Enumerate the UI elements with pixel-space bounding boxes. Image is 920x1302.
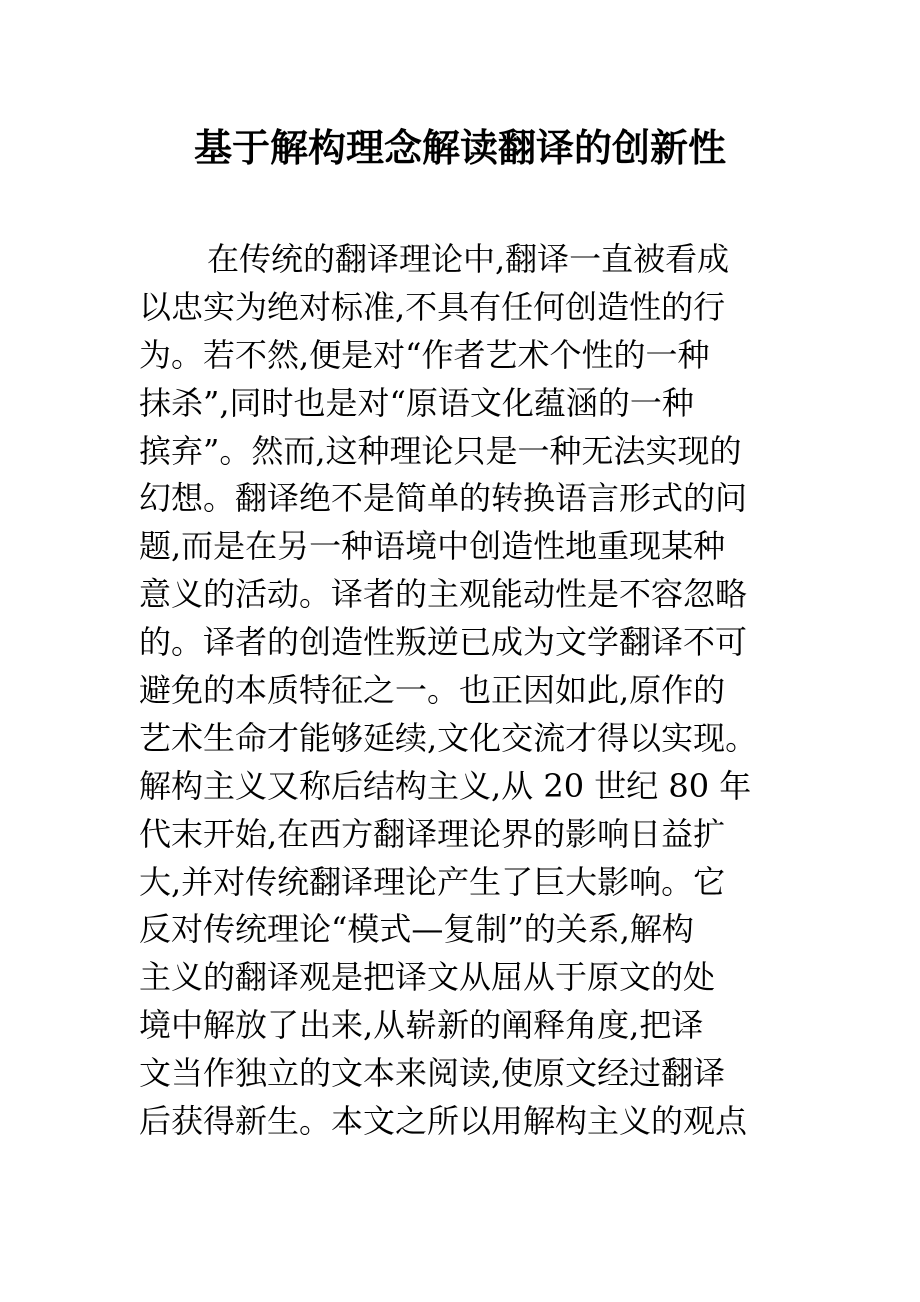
body-line: 反对传统理论“模式—复制”的关系,解构	[139, 910, 694, 949]
body-line: 解构主义又称后结构主义,从 20 世纪 80 年	[139, 766, 752, 805]
body-line: 后获得新生。本文之所以用解构主义的观点	[139, 1102, 748, 1141]
body-line: 抹杀”,同时也是对“原语文化蕴涵的一种	[139, 383, 694, 422]
body-line: 摈弃”。然而,这种理论只是一种无法实现的	[139, 431, 742, 470]
body-line: 幻想。翻译绝不是简单的转换语言形式的问	[139, 479, 748, 518]
body-line: 的。译者的创造性叛逆已成为文学翻译不可	[139, 623, 748, 662]
body-line: 主义的翻译观是把译文从屈从于原文的处	[139, 958, 716, 997]
body-line: 意义的活动。译者的主观能动性是不容忽略	[139, 575, 748, 614]
body-line: 大,并对传统翻译理论产生了巨大影响。它	[139, 862, 726, 901]
body-line: 以忠实为绝对标准,不具有任何创造性的行	[139, 287, 726, 326]
document-title: 基于解构理念解读翻译的创新性	[193, 125, 726, 170]
body-line: 题,而是在另一种语境中创造性地重现某种	[139, 527, 726, 566]
body-line: 境中解放了出来,从崭新的阐释角度,把译	[139, 1006, 704, 1045]
body-line: 代末开始,在西方翻译理论界的影响日益扩	[139, 814, 726, 853]
document-body	[139, 236, 819, 1146]
body-line: 为。若不然,便是对“作者艺术个性的一种	[139, 335, 710, 374]
body-line: 避免的本质特征之一。也正因如此,原作的	[139, 671, 726, 710]
body-line: 在传统的翻译理论中,翻译一直被看成	[207, 240, 730, 278]
body-line: 文当作独立的文本来阅读,使原文经过翻译	[139, 1054, 726, 1093]
body-line: 艺术生命才能够延续,文化交流才得以实现。	[139, 718, 758, 757]
